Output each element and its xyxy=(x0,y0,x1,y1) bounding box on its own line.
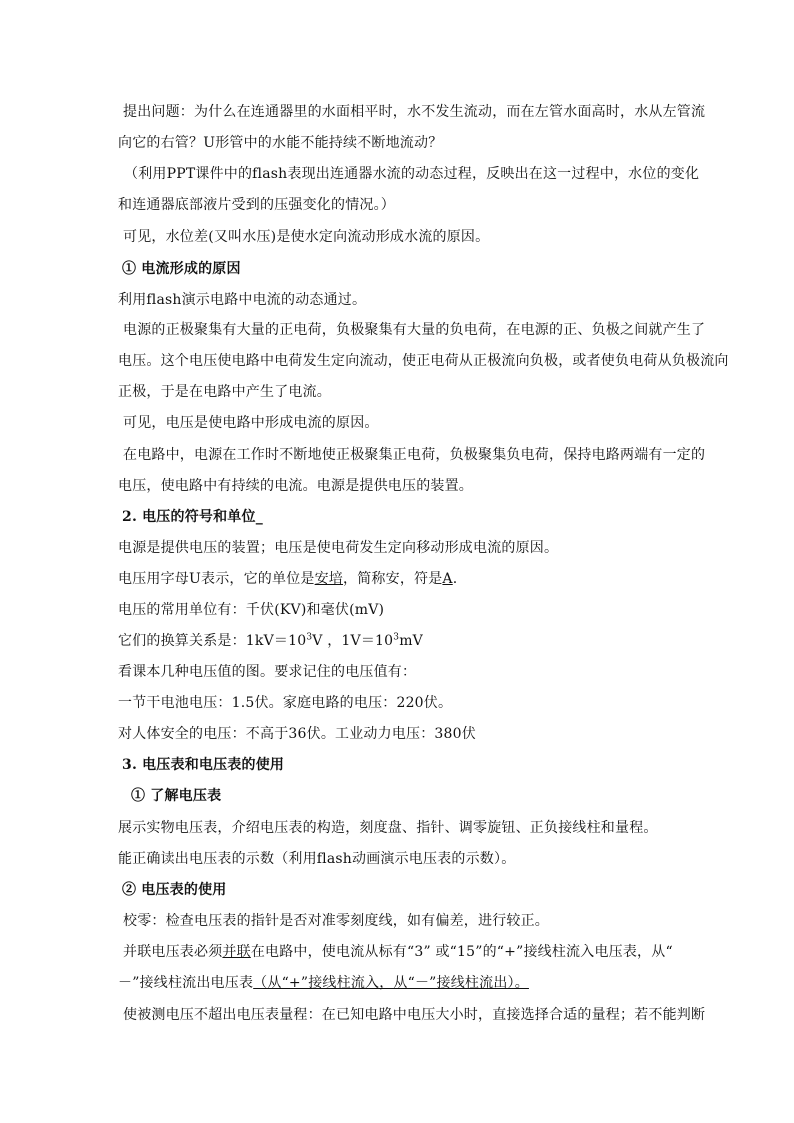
para-line: 向它的右管？U形管中的水能不能持续不断地流动？ xyxy=(118,135,443,151)
para-line: 在电路中，电源在工作时不断地使正极聚集正电荷，负极聚集负电荷，保持电路两端有一定的 xyxy=(123,447,706,463)
section-heading: ② 电压表的使用 xyxy=(122,882,227,898)
para-line: 能正确读出电压表的示数（利用flash动画演示电压表的示数）。 xyxy=(118,851,516,867)
section-heading: 2. 电压的符号和单位_ xyxy=(122,509,263,525)
para-line: 校零：检查电压表的指针是否对准零刻度线，如有偏差，进行较正。 xyxy=(123,913,549,929)
text-span: 并联电压表必须 xyxy=(123,944,223,960)
para-line: 展示实物电压表，介绍电压表的构造，刻度盘、指针、调零旋钮、正负接线柱和量程。 xyxy=(118,820,658,836)
para-line: 利用flash演示电路中电流的动态通过。 xyxy=(118,292,367,308)
para-line xyxy=(123,942,703,962)
para-line: 使被测电压不超出电压表量程：在已知电路中电压大小时，直接选择合适的量程；若不能判断 xyxy=(123,1007,706,1023)
section-heading: ① 电流形成的原因 xyxy=(122,261,241,277)
para-line xyxy=(118,569,698,589)
para-line: 正极，于是在电路中产生了电流。 xyxy=(118,384,331,400)
para-line: 电压的常用单位有：千伏(KV)和毫伏(mV) xyxy=(118,602,385,618)
text-span: . xyxy=(452,571,458,587)
para-line: 提出问题：为什么在连通器里的水面相平时，水不发生流动，而在左管水面高时，水从左管流 xyxy=(123,104,706,120)
text-span: －”接线柱流出电压表 xyxy=(118,975,254,991)
para-line: 电压，使电路中有持续的电流。电源是提供电压的装置。 xyxy=(118,478,473,494)
para-line: 可见，电压是使电路中形成电流的原因。 xyxy=(123,415,379,431)
underlined-term: 安培 xyxy=(314,571,344,587)
text-span: 它们的换算关系是：1kV＝10 xyxy=(118,633,307,649)
para-line: 可见，水位差(又叫水压)是使水定向流动形成水流的原因。 xyxy=(123,229,490,245)
para-line: 对人体安全的电压：不高于36伏。工业动力电压：380伏 xyxy=(118,726,476,742)
superscript: 3 xyxy=(306,632,313,643)
para-line: 电压。这个电压使电路中电荷发生定向流动，使正电荷从正极流向负极，或者使负电荷从负极流向 xyxy=(118,353,729,369)
para-line: （利用PPT课件中的flash表现出连通器水流的动态过程，反映出在这一过程中，水位的变化 xyxy=(124,166,700,182)
text-span: 在电路中，使电流从标有“3” 或“15”的“+”接线柱流入电压表，从“ xyxy=(250,944,673,960)
para-line: 看课本几种电压值的图。要求记住的电压值有： xyxy=(118,664,417,680)
superscript: 3 xyxy=(393,632,400,643)
para-line: 一节干电池电压：1.5伏。家庭电路的电压：220伏。 xyxy=(118,695,453,711)
underlined-term: 并联 xyxy=(222,944,251,960)
text-span: ，简称安，符是 xyxy=(343,571,443,587)
text-span: V ，1V＝10 xyxy=(312,633,394,649)
underlined-term: A xyxy=(442,571,453,587)
para-line xyxy=(118,973,698,993)
text-span: 电压用字母U表示，它的单位是 xyxy=(118,571,315,587)
text-span: mV xyxy=(399,633,423,649)
underlined-term: （从“+”接线柱流入，从“－”接线柱流出）。 xyxy=(253,975,529,991)
para-line xyxy=(118,631,698,651)
para-line: 和连通器底部液片受到的压强变化的情况。） xyxy=(118,197,395,213)
para-line: 电源的正极聚集有大量的正电荷，负极聚集有大量的负电荷，在电源的正、负极之间就产生了 xyxy=(123,322,706,338)
para-line: 电源是提供电压的装置；电压是使电荷发生定向移动形成电流的原因。 xyxy=(118,540,559,556)
section-heading: ① 了解电压表 xyxy=(131,788,222,804)
section-heading: 3. 电压表和电压表的使用 xyxy=(122,757,285,773)
